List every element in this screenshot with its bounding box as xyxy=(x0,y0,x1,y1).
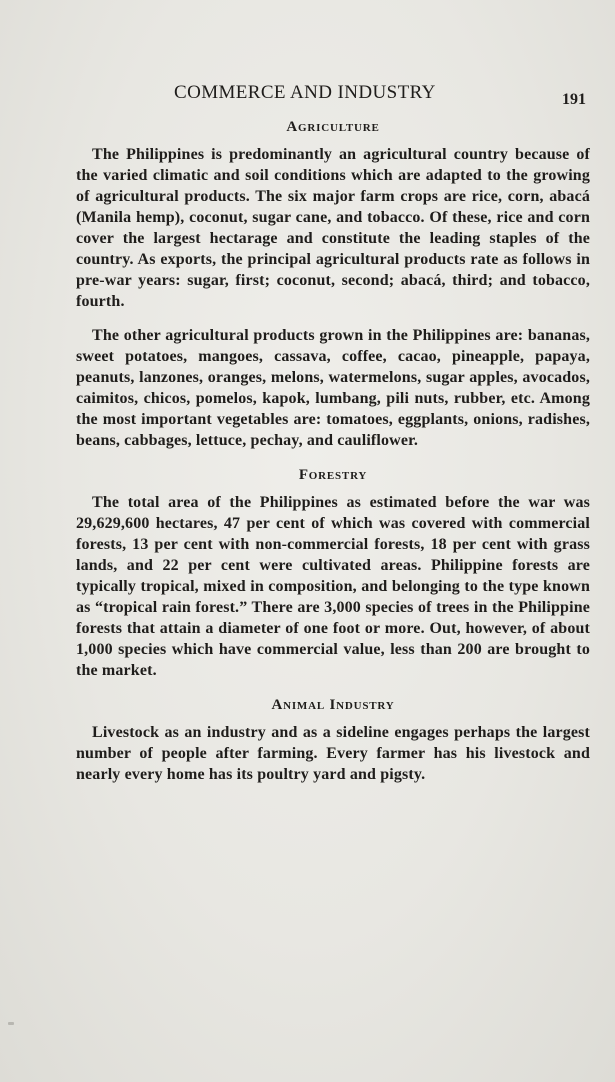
page-body xyxy=(76,119,590,785)
page-number: 191 xyxy=(562,91,586,108)
scan-speck xyxy=(8,1022,14,1025)
section-agriculture xyxy=(76,119,590,451)
running-head xyxy=(0,82,615,112)
paragraph: Livestock as an industry and as a sideline engages perhaps the largest number of people after farming. Every farmer has his livestock and nearly every home has its poultry yard and pigsty. xyxy=(76,724,590,783)
paragraph: The other agricultural products grown in the Philippines are: bananas, sweet potatoes, mangoes, cassava, coffee, cacao, pineapple, papaya, peanuts, lanzones, oranges, melons, watermelons, sugar apples, avocados, caimitos, chicos, pomelos, kapok, lumbang, pili nuts, rubber, etc. Among the most important vegetables are: tomatoes, eggplants, onions, radishes, beans, cabbages, lettuce, pechay, and cauliflower. xyxy=(76,327,590,449)
running-head-title: COMMERCE AND INDUSTRY xyxy=(174,82,436,103)
section-heading-agriculture: Agriculture xyxy=(286,119,380,135)
section-heading-animal-industry: Animal Industry xyxy=(271,697,395,713)
section-heading-forestry: Forestry xyxy=(298,467,368,483)
section-animal-industry xyxy=(76,697,590,785)
section-forestry xyxy=(76,467,590,681)
paragraph: The total area of the Philippines as estimated before the war was 29,629,600 hectares, 47 per cent of which was covered with commercial forests, 13 per cent with non-commercial forests, 18 per cent with grass lands, and 22 per cent were cultivated areas. Philippine forests are typically tropical, mixed in composition, and belonging to the type known as “tropical rain forest.” There are 3,000 species of trees in the Philippine forests that attain a diameter of one foot or more. Out, however, of about 1,000 species which have commercial value, less than 200 are brought to the market. xyxy=(76,494,590,679)
paragraph: The Philippines is predominantly an agricultural country because of the varied climatic and soil conditions which are adapted to the growing of agricultural products. The six major farm crops are rice, corn, abacá (Manila hemp), coconut, sugar cane, and tobacco. Of these, rice and corn cover the largest hectarage and constitute the leading staples of the country. As exports, the principal agricultural products rate as follows in pre-war years: sugar, first; coconut, second; abacá, third; and tobacco, fourth. xyxy=(76,146,590,310)
